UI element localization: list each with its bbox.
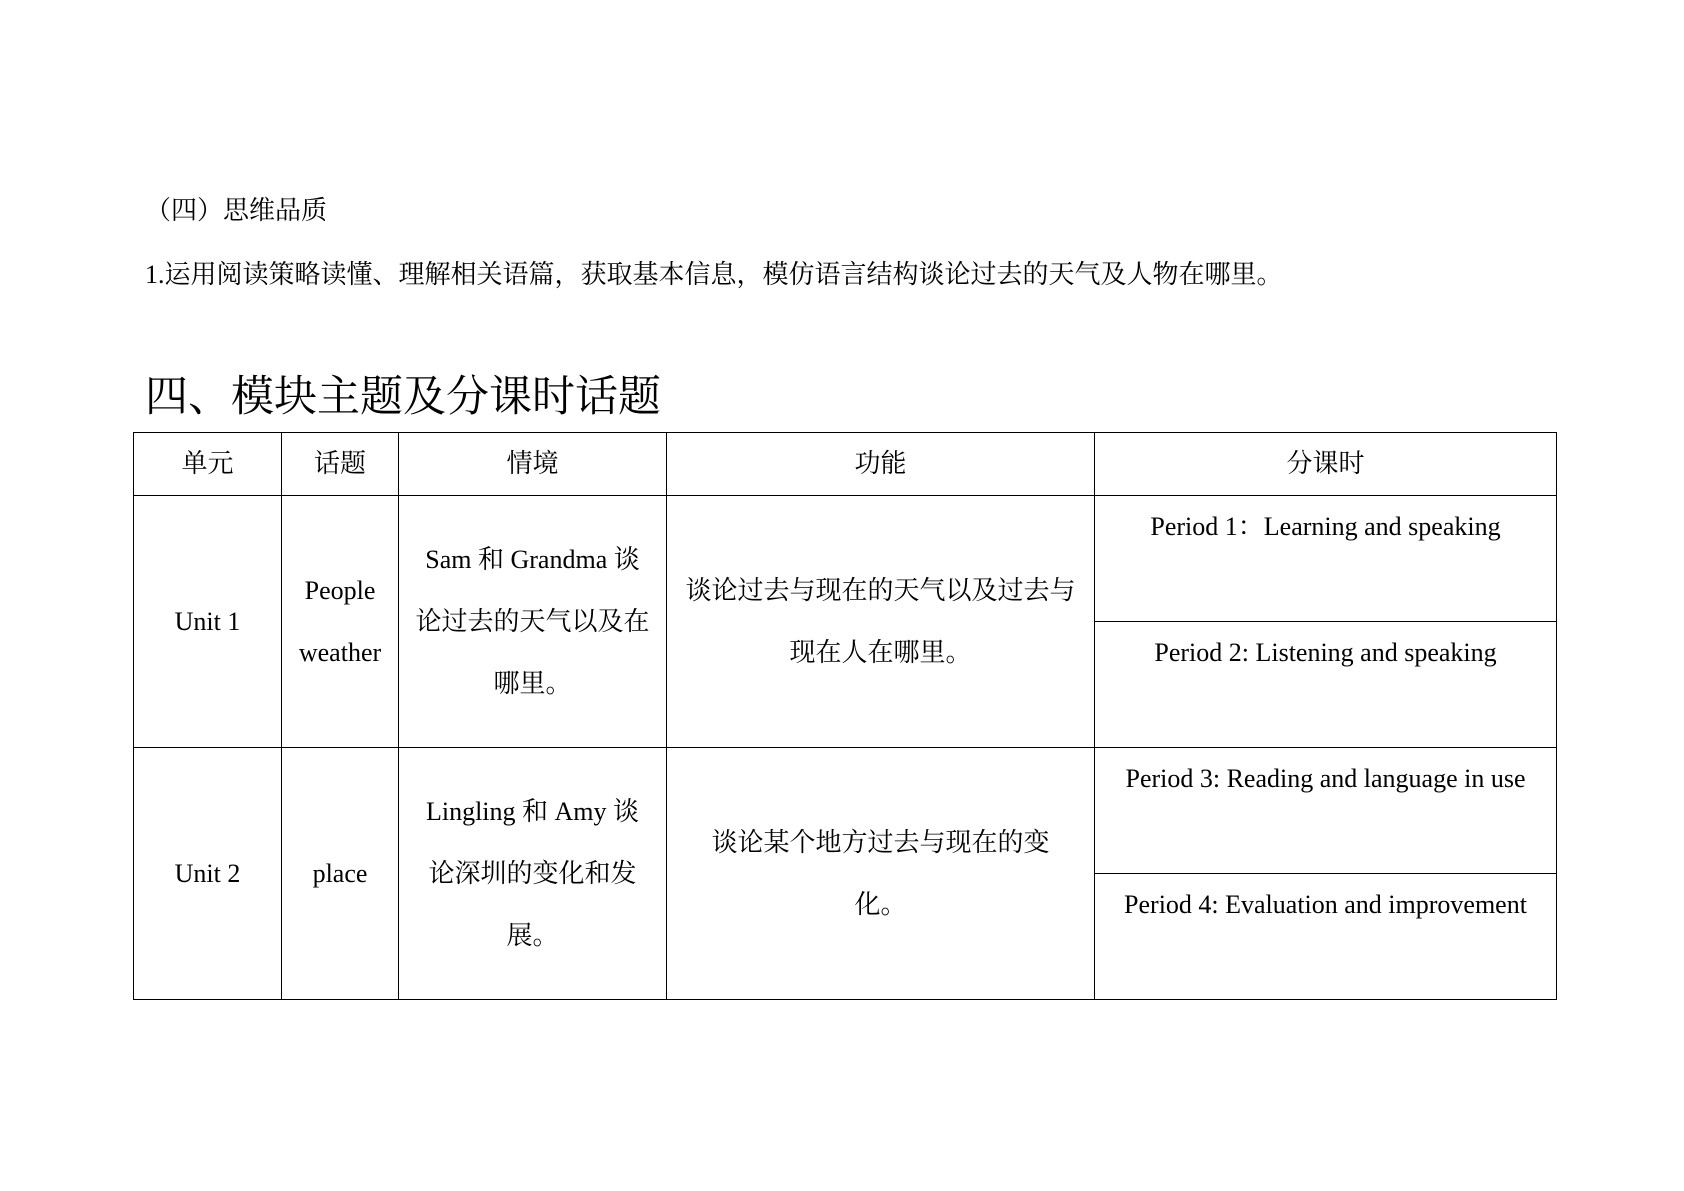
header-function: 功能 bbox=[667, 433, 1095, 496]
table-row bbox=[134, 748, 1557, 874]
header-context: 情境 bbox=[399, 433, 667, 496]
header-unit: 单元 bbox=[134, 433, 282, 496]
topic-cell bbox=[282, 496, 399, 748]
function-cell bbox=[667, 748, 1095, 1000]
table-row bbox=[134, 496, 1557, 622]
section-title: 四、模块主题及分课时话题 bbox=[145, 374, 661, 421]
context-cell bbox=[399, 748, 667, 1000]
period-cell bbox=[1095, 874, 1557, 1000]
unit-cell: Unit 1 bbox=[134, 496, 282, 748]
objective-paragraph: 1.运用阅读策略读懂、理解相关语篇，获取基本信息，模仿语言结构谈论过去的天气及人物在哪里。 bbox=[145, 260, 1283, 289]
period-cell bbox=[1095, 622, 1557, 748]
topic-text: place bbox=[312, 858, 368, 888]
function-text: 谈论过去与现在的天气以及过去与现在人在哪里。 bbox=[685, 575, 1076, 667]
context-cell bbox=[399, 496, 667, 748]
module-topic-table bbox=[133, 432, 1557, 1000]
topic-text: People weather bbox=[298, 575, 382, 667]
subsection-heading: （四）思维品质 bbox=[145, 196, 328, 225]
function-cell bbox=[667, 496, 1095, 748]
period-label: Period 2: Listening and speaking bbox=[1154, 638, 1497, 667]
period-label: Period 3: Reading and language in use bbox=[1125, 764, 1526, 793]
function-text: 谈论某个地方过去与现在的变化。 bbox=[711, 827, 1050, 919]
period-label: Period 4: Evaluation and improvement bbox=[1124, 890, 1527, 919]
table-header-row bbox=[134, 433, 1557, 496]
period-cell bbox=[1095, 748, 1557, 874]
topic-cell bbox=[282, 748, 399, 1000]
context-text: Lingling 和 Amy 谈论深圳的变化和发展。 bbox=[425, 796, 640, 950]
header-topic: 话题 bbox=[282, 433, 399, 496]
context-text: Sam 和 Grandma 谈论过去的天气以及在哪里。 bbox=[415, 544, 650, 698]
period-cell bbox=[1095, 496, 1557, 622]
period-label: Period 1：Learning and speaking bbox=[1150, 512, 1501, 541]
unit-cell: Unit 2 bbox=[134, 748, 282, 1000]
header-periods: 分课时 bbox=[1095, 433, 1557, 496]
